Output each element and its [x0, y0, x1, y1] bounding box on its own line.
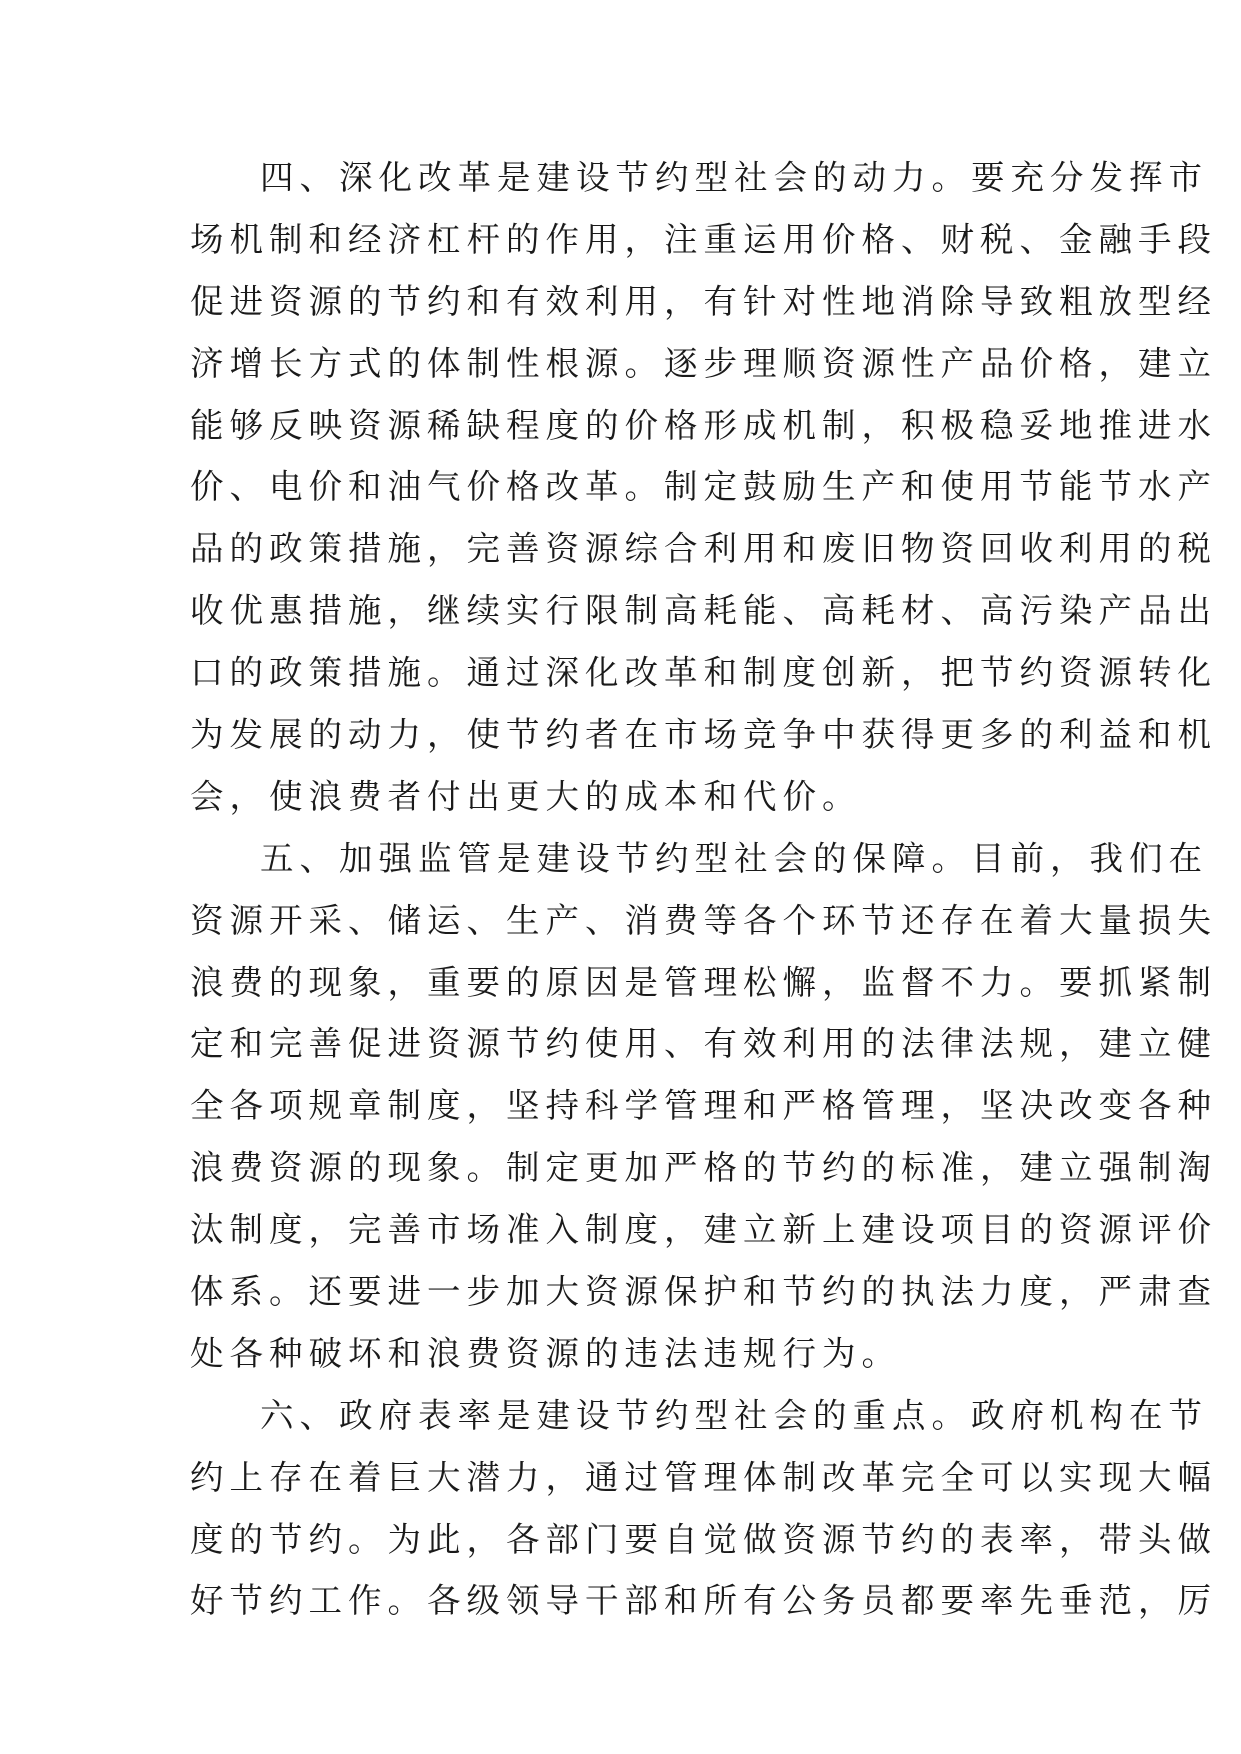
paragraph-line: 四、深化改革是建设节约型社会的动力。要充分发挥市	[260, 158, 1208, 197]
paragraph-section-5	[190, 838, 1217, 1396]
paragraph-line: 为发展的动力，使节约者在市场竞争中获得更多的利益和机	[190, 715, 1217, 755]
paragraph-line: 价、电价和油气价格改革。制定鼓励生产和使用节能节水产	[190, 467, 1217, 507]
paragraph-line: 品的政策措施，完善资源综合利用和废旧物资回收利用的税	[190, 529, 1217, 569]
paragraph-line: 约上存在着巨大潜力，通过管理体制改革完全可以实现大幅	[190, 1457, 1217, 1497]
paragraph-line: 六、政府表率是建设节约型社会的重点。政府机构在节	[260, 1395, 1208, 1435]
paragraph-line: 处各种破坏和浪费资源的违法违规行为。	[190, 1333, 901, 1373]
paragraph-line: 场机制和经济杠杆的作用，注重运用价格、财税、金融手段	[190, 219, 1217, 259]
paragraph-line: 五、加强监管是建设节约型社会的保障。目前，我们在	[260, 838, 1208, 878]
paragraph-section-4	[190, 158, 1217, 839]
paragraph-line: 浪费资源的现象。制定更加严格的节约的标准，建立强制淘	[190, 1148, 1217, 1188]
paragraph-line: 资源开采、储运、生产、消费等各个环节还存在着大量损失	[190, 900, 1217, 940]
paragraph-line: 全各项规章制度，坚持科学管理和严格管理，坚决改变各种	[190, 1086, 1217, 1126]
paragraph-line: 口的政策措施。通过深化改革和制度创新，把节约资源转化	[190, 653, 1217, 693]
paragraph-line: 浪费的现象，重要的原因是管理松懈，监督不力。要抓紧制	[190, 962, 1217, 1002]
paragraph-line: 定和完善促进资源节约使用、有效利用的法律法规，建立健	[190, 1024, 1217, 1064]
paragraph-line: 汰制度，完善市场准入制度，建立新上建设项目的资源评价	[190, 1210, 1217, 1250]
paragraph-line: 济增长方式的体制性根源。逐步理顺资源性产品价格，建立	[190, 343, 1217, 383]
paragraph-line: 会，使浪费者付出更大的成本和代价。	[190, 776, 862, 816]
paragraph-line: 好节约工作。各级领导干部和所有公务员都要率先垂范，厉	[190, 1581, 1217, 1621]
paragraph-section-6	[190, 1395, 1217, 1644]
paragraph-line: 收优惠措施，继续实行限制高耗能、高耗材、高污染产品出	[190, 591, 1217, 631]
paragraph-line: 度的节约。为此，各部门要自觉做资源节约的表率，带头做	[190, 1519, 1217, 1559]
paragraph-line: 促进资源的节约和有效利用，有针对性地消除导致粗放型经	[190, 281, 1217, 321]
paragraph-line: 能够反映资源稀缺程度的价格形成机制，积极稳妥地推进水	[190, 405, 1217, 445]
document-body	[190, 158, 1217, 1643]
paragraph-line: 体系。还要进一步加大资源保护和节约的执法力度，严肃查	[190, 1272, 1217, 1312]
